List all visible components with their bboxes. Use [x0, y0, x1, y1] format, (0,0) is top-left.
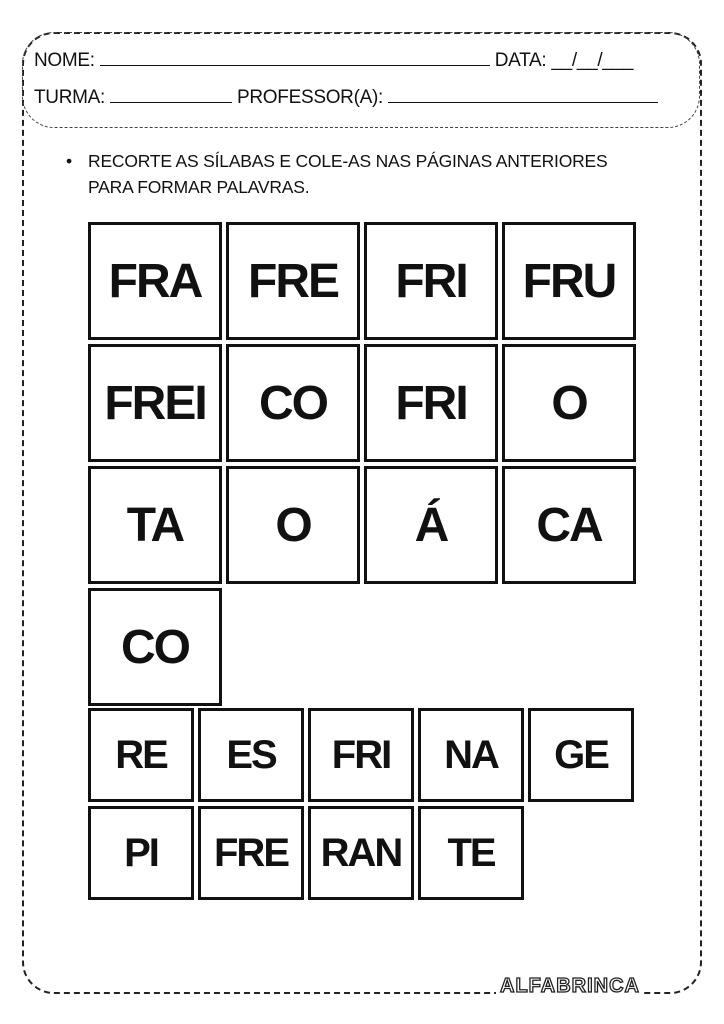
date-label: DATA: — [494, 50, 547, 71]
syllable-card: RE — [88, 708, 194, 802]
large-syllable-grid — [88, 222, 636, 706]
syllable-card: FRI — [364, 344, 498, 462]
name-date-line — [34, 49, 633, 72]
syllable-card: PI — [88, 806, 194, 900]
instruction-text: RECORTE AS SÍLABAS E COLE-AS NAS PÁGINAS ANTERIORES PARA FORMAR PALAVRAS. — [88, 151, 608, 197]
class-field[interactable] — [110, 86, 232, 103]
syllable-card: CA — [502, 466, 636, 584]
teacher-field[interactable] — [388, 86, 658, 103]
syllable-card: FRI — [308, 708, 414, 802]
syllable-card: CO — [226, 344, 360, 462]
date-field[interactable]: __/__/___ — [551, 50, 634, 71]
syllable-card: Á — [364, 466, 498, 584]
syllable-card: O — [502, 344, 636, 462]
syllable-card: FRU — [502, 222, 636, 340]
class-teacher-line — [34, 86, 658, 109]
syllable-card: TE — [418, 806, 524, 900]
small-syllable-row-1 — [88, 708, 634, 802]
syllable-card: FRE — [198, 806, 304, 900]
header-box — [22, 32, 700, 128]
name-label: NOME: — [34, 50, 95, 71]
syllable-card: CO — [88, 588, 222, 706]
instruction — [66, 148, 648, 200]
logo: ALFABRINCA — [496, 975, 644, 998]
syllable-card: NA — [418, 708, 524, 802]
class-label: TURMA: — [34, 87, 106, 108]
bullet: • — [66, 151, 72, 171]
syllable-card: TA — [88, 466, 222, 584]
small-syllable-row-2 — [88, 806, 524, 900]
teacher-label: PROFESSOR(A): — [237, 87, 384, 108]
name-field[interactable] — [100, 49, 490, 66]
syllable-card: O — [226, 466, 360, 584]
syllable-card: GE — [528, 708, 634, 802]
syllable-card: FRI — [364, 222, 498, 340]
syllable-card: FRA — [88, 222, 222, 340]
syllable-card: ES — [198, 708, 304, 802]
syllable-card: FREI — [88, 344, 222, 462]
syllable-card: FRE — [226, 222, 360, 340]
syllable-card: RAN — [308, 806, 414, 900]
